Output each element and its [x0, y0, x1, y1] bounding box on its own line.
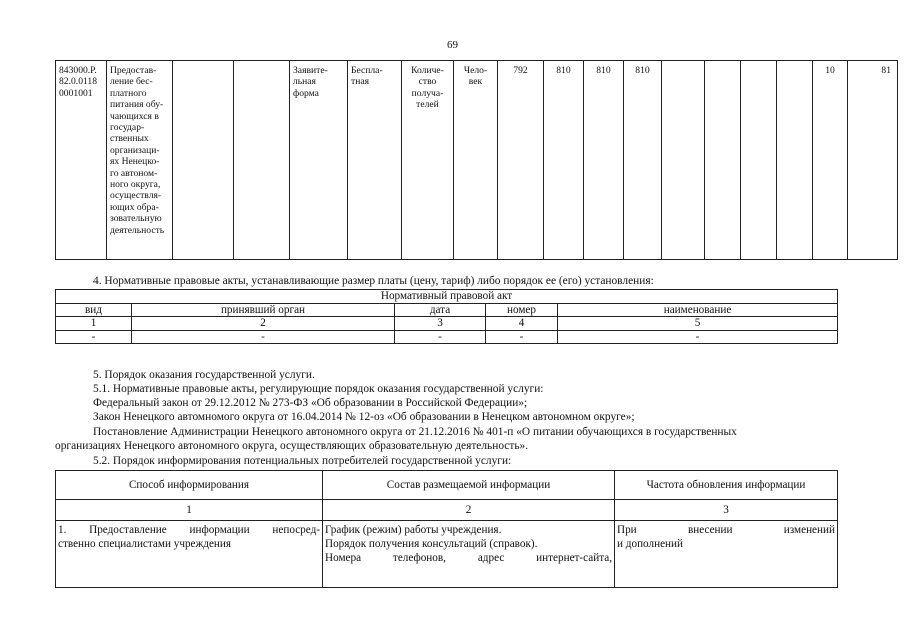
table-cell: - — [486, 330, 558, 344]
empty-cell — [173, 61, 234, 260]
column-header: номер — [486, 303, 558, 317]
column-header: Частота обновления информации — [615, 471, 838, 500]
table-row — [56, 330, 838, 344]
table-row — [56, 317, 838, 331]
table-cell: - — [395, 330, 486, 344]
value-3-cell: 810 — [624, 61, 662, 260]
payment-cell: Беспла- тная — [348, 61, 402, 260]
column-header: вид — [56, 303, 132, 317]
table-row — [56, 471, 838, 500]
group-header: Нормативный правовой акт — [56, 290, 838, 304]
information-table — [55, 470, 838, 588]
column-header: наименование — [558, 303, 838, 317]
okei-code-cell: 792 — [498, 61, 544, 260]
section-5-heading: 5. Порядок оказания государственной услуги. — [93, 369, 315, 381]
resolution-line-cont: организациях Ненецкого автономного округа, осуществляющих образовательную деятельность». — [55, 440, 529, 452]
column-number: 1 — [56, 500, 323, 521]
table-row — [56, 61, 898, 260]
deviation-absolute-cell: 81 — [848, 61, 898, 260]
deviation-percent-cell: 10 — [813, 61, 848, 260]
indicator-cell: Количе- ство получа- телей — [402, 61, 454, 260]
empty-cell — [662, 61, 705, 260]
resolution-line: Постановление Администрации Ненецкого автономного округа от 21.12.2016 № 401-п «О питании обучающихся в государственных — [93, 426, 737, 438]
section-5-2-heading: 5.2. Порядок информирования потенциальных потребителей государственной услуги: — [93, 455, 512, 467]
table-row — [56, 290, 838, 304]
regional-law-line: Закон Ненецкого автомномого округа от 16.04.2014 № 12-оз «Об образовании в Ненецком автономном округе»; — [93, 411, 635, 423]
column-header: дата — [395, 303, 486, 317]
column-number: 2 — [323, 500, 615, 521]
table-cell: - — [558, 330, 838, 344]
federal-law-line: Федеральный закон от 29.12.2012 № 273-ФЗ «Об образовании в Российской Федерации»; — [93, 397, 528, 409]
frequency-cell: При внесении изменений и дополнений — [615, 521, 838, 588]
column-number: 4 — [486, 317, 558, 331]
table-row — [56, 303, 838, 317]
page-number: 69 — [447, 39, 458, 51]
normative-acts-table — [55, 289, 838, 344]
column-header: принявший орган — [132, 303, 395, 317]
column-number: 3 — [395, 317, 486, 331]
table-cell: - — [56, 330, 132, 344]
empty-cell — [777, 61, 813, 260]
service-name-cell: Предостав- ление бес- платного питания обу- чающихся в государ- ственных организаци- ях Ненецко- го автоном- ного округа, осуществля- ющих обра- зовательную деятельность — [107, 61, 173, 260]
content-cell: График (режим) работы учреждения. Порядок получения консультаций (справок). Номера телефонов, адрес интернет-сайта, — [323, 521, 615, 588]
column-number: 5 — [558, 317, 838, 331]
section-4-title: 4. Нормативные правовые акты, устанавливающие размер платы (цену, тариф) либо порядок ее (его) установления: — [93, 275, 654, 287]
column-number: 2 — [132, 317, 395, 331]
empty-cell — [234, 61, 290, 260]
empty-cell — [741, 61, 777, 260]
service-code-cell: 843000.Р. 82.0.0118 0001001 — [56, 61, 107, 260]
table-cell: - — [132, 330, 395, 344]
empty-cell — [705, 61, 741, 260]
column-header: Состав размещаемой информации — [323, 471, 615, 500]
value-2-cell: 810 — [584, 61, 624, 260]
column-header: Способ информирования — [56, 471, 323, 500]
unit-cell: Чело- век — [454, 61, 498, 260]
column-number: 3 — [615, 500, 838, 521]
column-number: 1 — [56, 317, 132, 331]
method-cell: 1. Предоставление информации непосред- ственно специалистами учреждения — [56, 521, 323, 588]
table-row — [56, 500, 838, 521]
section-5-1-heading: 5.1. Нормативные правовые акты, регулирующие порядок оказания государственной услуги: — [93, 383, 544, 395]
value-1-cell: 810 — [544, 61, 584, 260]
form-cell: Заявите- льная форма — [290, 61, 348, 260]
service-table — [55, 60, 898, 260]
table-row — [56, 521, 838, 588]
